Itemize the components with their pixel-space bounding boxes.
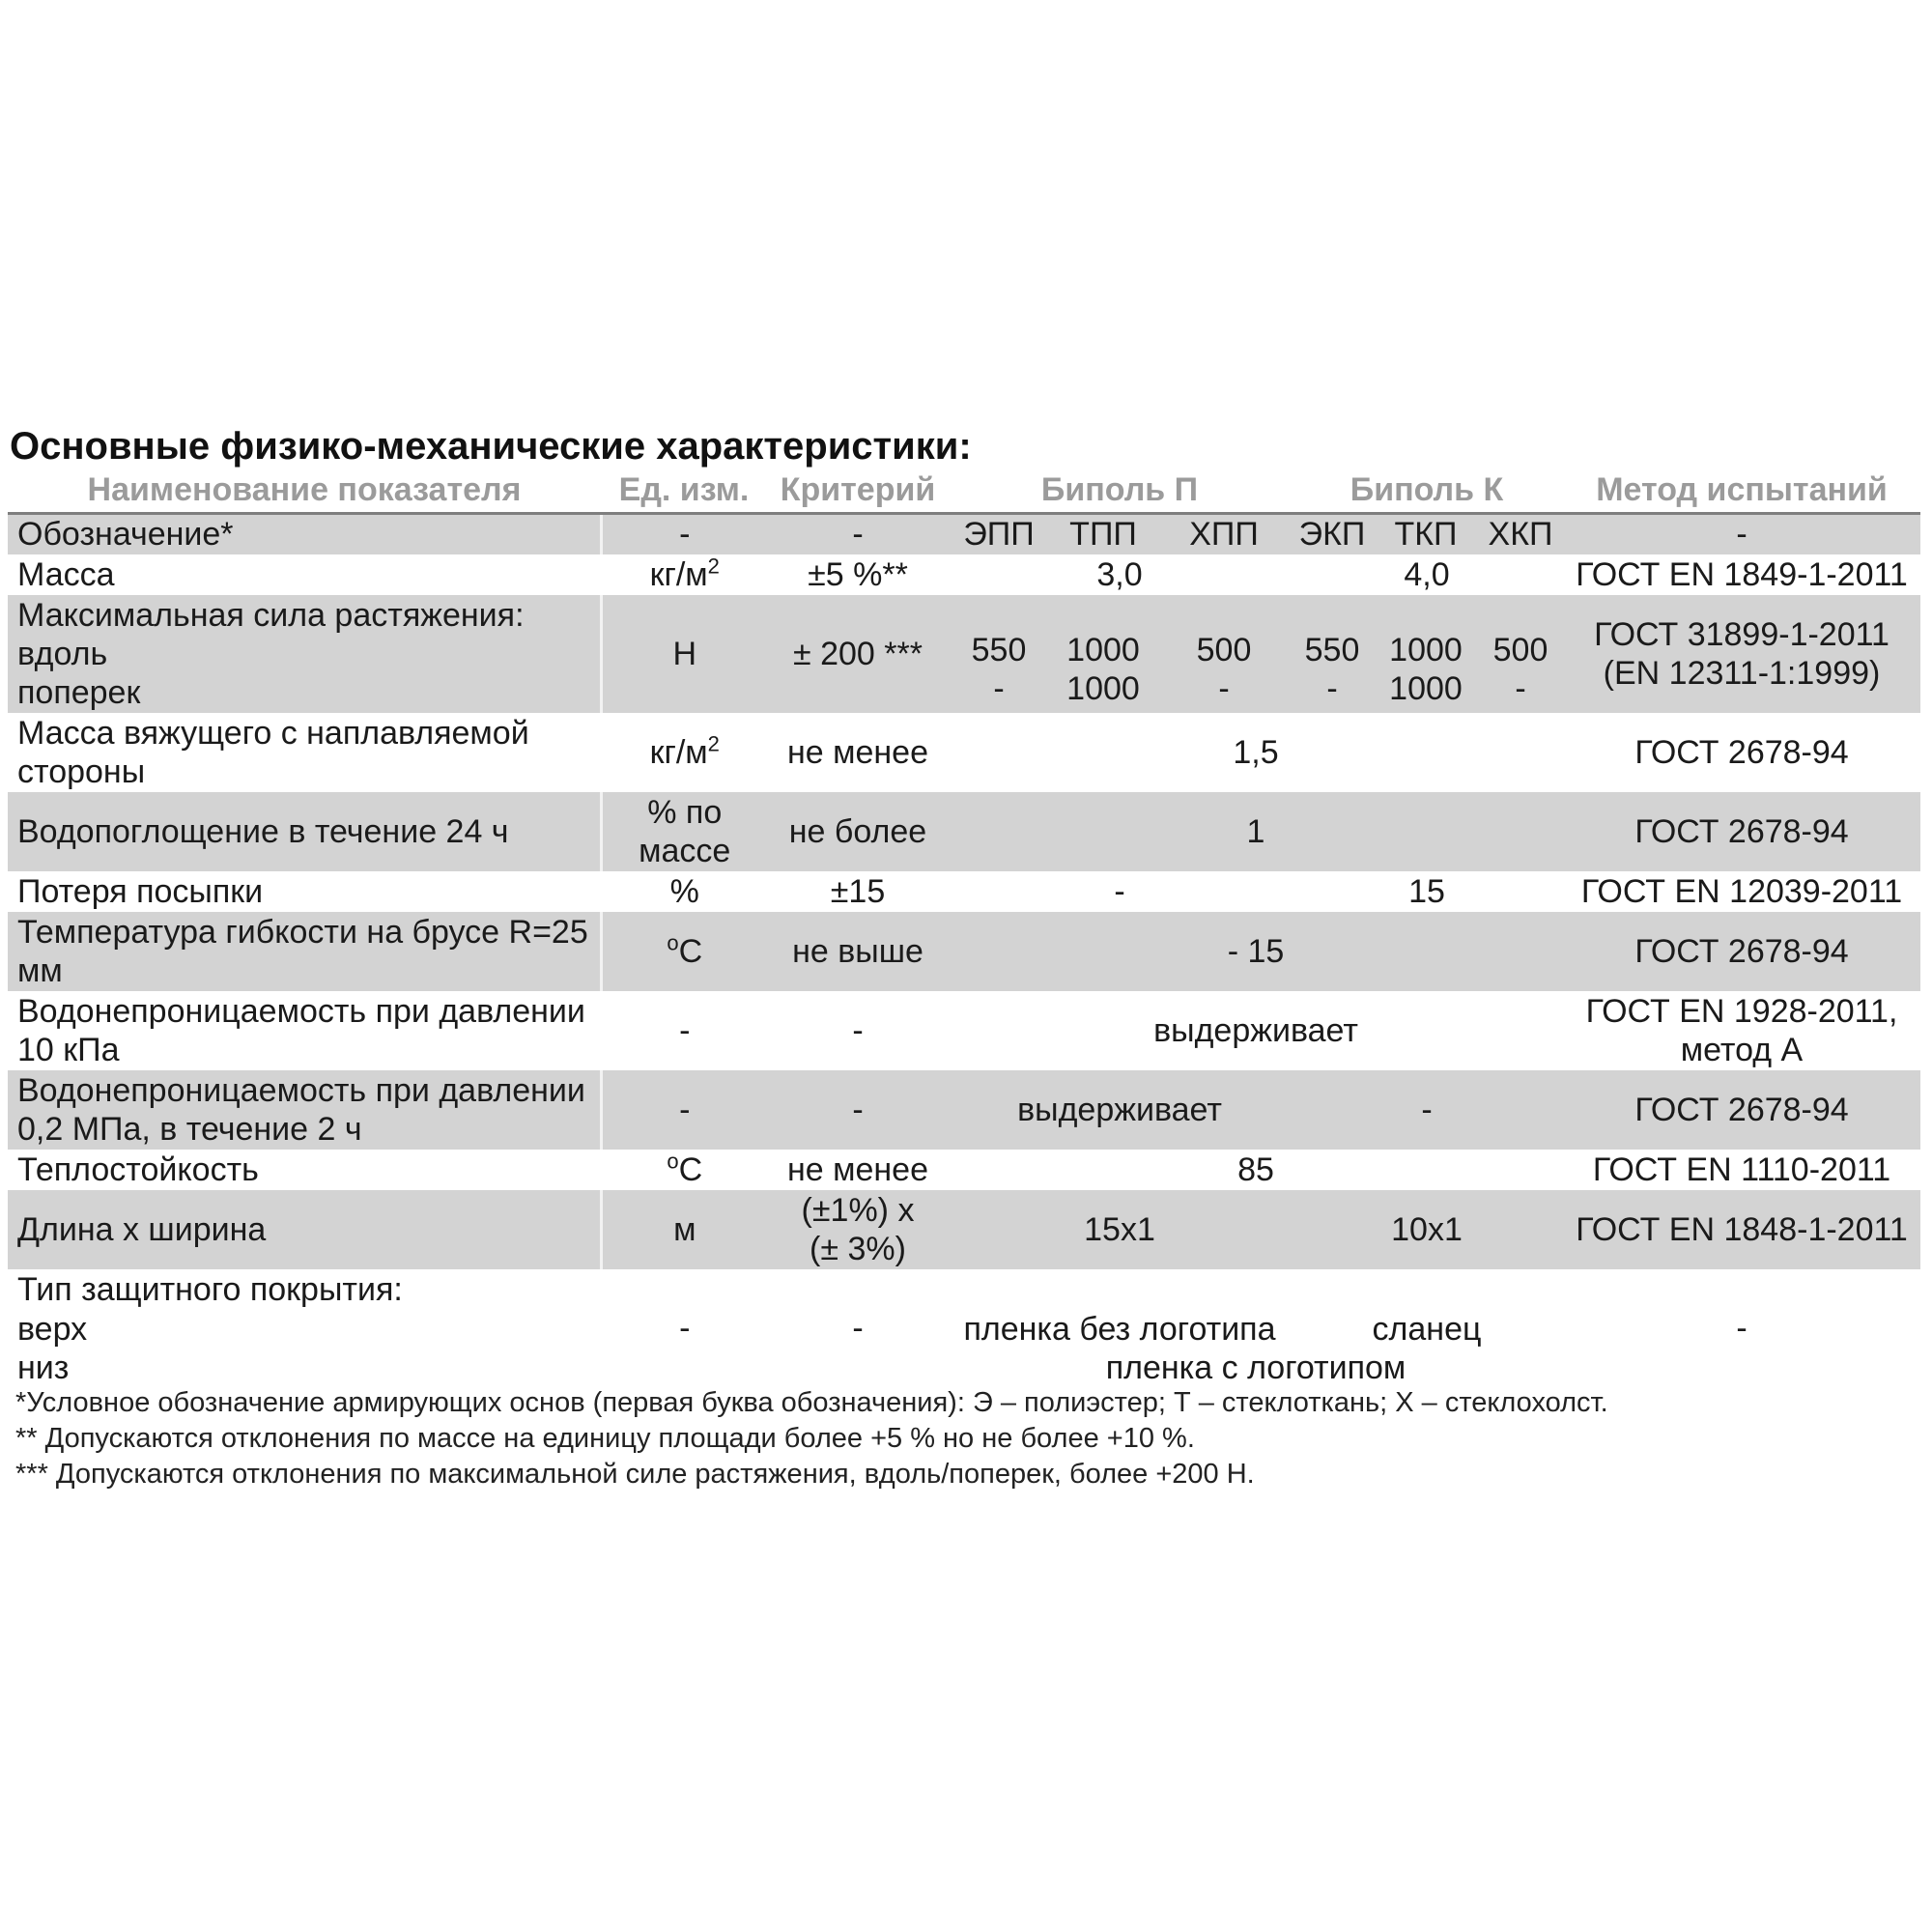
waterproof-02mpa-bipol-p: выдерживает <box>949 1070 1291 1150</box>
row-criterion: - <box>767 514 949 554</box>
row-unit: $кг/м^2$ <box>601 554 767 595</box>
granule-loss-bipol-k: 15 <box>1291 871 1563 912</box>
characteristics-table <box>8 468 1920 1387</box>
row-criterion: не менее <box>767 713 949 792</box>
coating-top-bipol-p: пленка без логотипа <box>949 1310 1291 1349</box>
heat-resistance-value: 85 <box>949 1150 1563 1190</box>
row-name: Водонепроницаемость при давлении 0,2 МПа, в течение 2 ч <box>8 1070 601 1150</box>
row-unit: - <box>601 991 767 1070</box>
row-method: ГОСТ 2678-94 <box>1563 713 1920 792</box>
row-name: Масса вяжущего с наплавляемой стороны <box>8 713 601 792</box>
row-name: Потеря посыпки <box>8 871 601 912</box>
coating-top-label: верх <box>8 1310 601 1349</box>
tensile-hpp: 500 - <box>1157 595 1291 713</box>
table-header-row <box>8 468 1920 514</box>
designation-ekp: ЭКП <box>1291 514 1374 554</box>
table-row <box>8 792 1920 871</box>
row-criterion: ±5 %** <box>767 554 949 595</box>
table-row <box>8 912 1920 991</box>
row-criterion: ±15 <box>767 871 949 912</box>
tensile-tpp: 1000 1000 <box>1049 595 1157 713</box>
row-criterion: - <box>767 1070 949 1150</box>
row-method: - <box>1563 514 1920 554</box>
row-criterion: не выше <box>767 912 949 991</box>
dimensions-bipol-k: 10х1 <box>1291 1190 1563 1269</box>
row-unit: Н <box>601 595 767 713</box>
row-method: ГОСТ EN 1110-2011 <box>1563 1150 1920 1190</box>
row-method: - <box>1563 1269 1920 1387</box>
row-unit: $^o$С <box>601 912 767 991</box>
mass-bipol-p: 3,0 <box>949 554 1291 595</box>
table-row <box>8 514 1920 554</box>
row-name: Масса <box>8 554 601 595</box>
row-name: Максимальная сила растяжения: вдоль поперек <box>8 595 601 713</box>
flexibility-value: - 15 <box>949 912 1563 991</box>
header-criterion: Критерий <box>767 468 949 514</box>
row-method: ГОСТ 2678-94 <box>1563 912 1920 991</box>
tensile-hkp: 500 - <box>1478 595 1563 713</box>
row-criterion: - <box>767 1269 949 1387</box>
row-name: Водонепроницаемость при давлении 10 кПа <box>8 991 601 1070</box>
row-method: ГОСТ EN 1928-2011, метод А <box>1563 991 1920 1070</box>
table-row <box>8 871 1920 912</box>
tensile-tkp: 1000 1000 <box>1374 595 1478 713</box>
footnote: ** Допускаются отклонения по массе на единицу площади более +5 % но не более +10 %. <box>15 1423 1195 1454</box>
row-name: Тип защитного покрытия: <box>8 1269 601 1310</box>
waterproof-10kpa-value: выдерживает <box>949 991 1563 1070</box>
row-criterion: не более <box>767 792 949 871</box>
absorption-value: 1 <box>949 792 1563 871</box>
designation-hpp: ХПП <box>1157 514 1291 554</box>
row-unit: $кг/м^2$ <box>601 713 767 792</box>
row-unit: - <box>601 514 767 554</box>
row-name: Водопоглощение в течение 24 ч <box>8 792 601 871</box>
row-method: ГОСТ 2678-94 <box>1563 1070 1920 1150</box>
row-name: Температура гибкости на брусе R=25 мм <box>8 912 601 991</box>
row-unit: - <box>601 1269 767 1387</box>
row-unit: % по массе <box>601 792 767 871</box>
table-row <box>8 1190 1920 1269</box>
footnotes <box>15 1385 1608 1492</box>
designation-epp: ЭПП <box>949 514 1049 554</box>
row-unit: $^o$С <box>601 1150 767 1190</box>
row-name: Обозначение* <box>8 514 601 554</box>
row-unit: - <box>601 1070 767 1150</box>
table-row <box>8 1070 1920 1150</box>
row-criterion: ± 200 *** <box>767 595 949 713</box>
designation-tpp: ТПП <box>1049 514 1157 554</box>
designation-tkp: ТКП <box>1374 514 1478 554</box>
table-row <box>8 554 1920 595</box>
header-name: Наименование показателя <box>8 468 601 514</box>
page-title: Основные физико-механические характеристики: <box>10 425 972 468</box>
row-method: ГОСТ EN 12039-2011 <box>1563 871 1920 912</box>
row-criterion: - <box>767 991 949 1070</box>
row-method: ГОСТ 2678-94 <box>1563 792 1920 871</box>
footnote: *Условное обозначение армирующих основ (первая буква обозначения): Э – полиэстер; Т – стеклоткань; Х – стеклохолст. <box>15 1387 1608 1418</box>
row-method: ГОСТ 31899-1-2011 (EN 12311-1:1999) <box>1563 595 1920 713</box>
table-row <box>8 991 1920 1070</box>
row-unit: м <box>601 1190 767 1269</box>
coating-bottom-label: низ <box>8 1349 601 1387</box>
header-bipol-k: Биполь К <box>1291 468 1563 514</box>
waterproof-02mpa-bipol-k: - <box>1291 1070 1563 1150</box>
mass-bipol-k: 4,0 <box>1291 554 1563 595</box>
row-criterion: не менее <box>767 1150 949 1190</box>
designation-hkp: ХКП <box>1478 514 1563 554</box>
header-bipol-p: Биполь П <box>949 468 1291 514</box>
row-method: ГОСТ EN 1848-1-2011 <box>1563 1190 1920 1269</box>
footnote: *** Допускаются отклонения по максимальной силе растяжения, вдоль/поперек, более +200 Н. <box>15 1459 1255 1490</box>
table-row <box>8 595 1920 713</box>
row-unit: % <box>601 871 767 912</box>
row-method: ГОСТ EN 1849-1-2011 <box>1563 554 1920 595</box>
header-method: Метод испытаний <box>1563 468 1920 514</box>
coating-bottom-value: пленка с логотипом <box>949 1349 1563 1387</box>
coating-top-bipol-k: сланец <box>1291 1310 1563 1349</box>
tensile-ekp: 550 - <box>1291 595 1374 713</box>
row-criterion: (±1%) х (± 3%) <box>767 1190 949 1269</box>
row-name: Теплостойкость <box>8 1150 601 1190</box>
header-unit: Ед. изм. <box>601 468 767 514</box>
binder-value: 1,5 <box>949 713 1563 792</box>
tensile-epp: 550 - <box>949 595 1049 713</box>
row-name: Длина х ширина <box>8 1190 601 1269</box>
table-row <box>8 1269 1920 1310</box>
table-row <box>8 713 1920 792</box>
granule-loss-bipol-p: - <box>949 871 1291 912</box>
table-row <box>8 1150 1920 1190</box>
dimensions-bipol-p: 15х1 <box>949 1190 1291 1269</box>
